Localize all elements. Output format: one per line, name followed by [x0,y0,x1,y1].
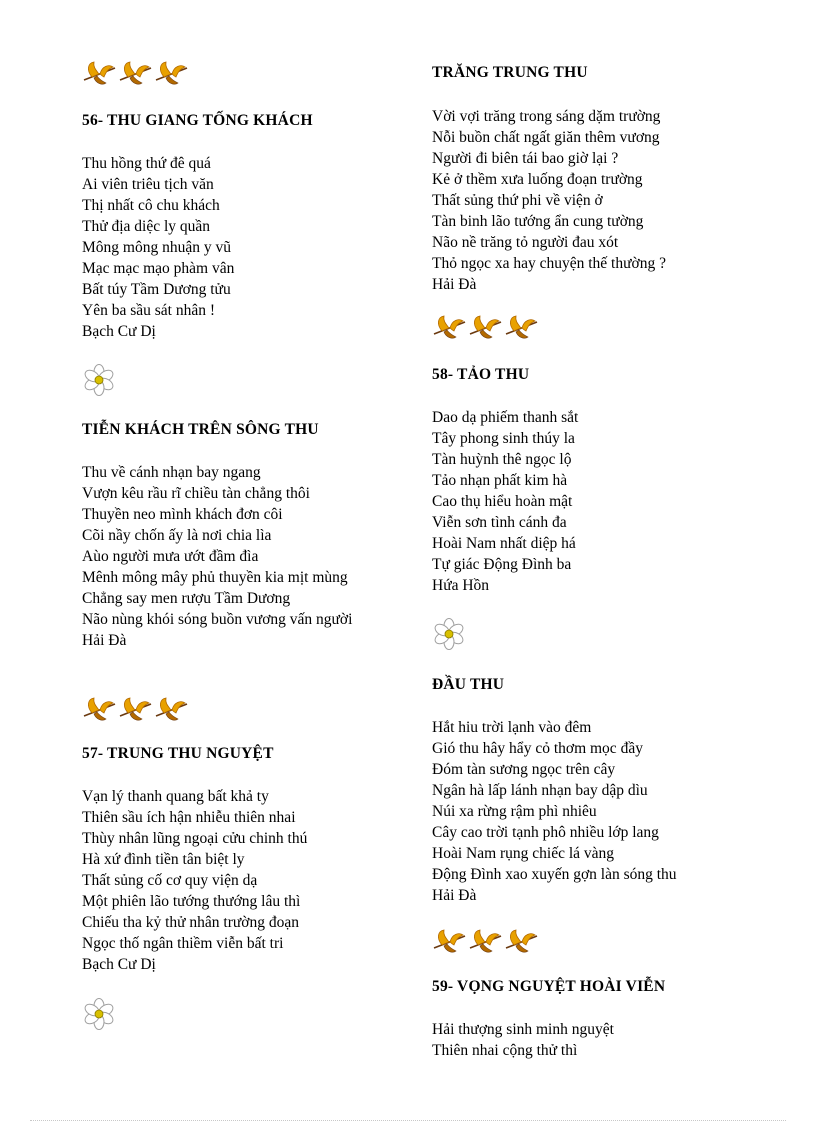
flower-divider [82,997,116,1036]
autumn-leaf-icon [468,928,504,956]
poem-line: Hải Đà [432,887,477,904]
poem-body [82,786,307,975]
poem-line: Cao thụ hiểu hoàn mật [432,493,573,510]
poem-line: Bạch Cư Dị [82,956,156,973]
poem-line: Tây phong sinh thúy la [432,430,575,447]
poem-line: Tàn huỳnh thê ngọc lộ [432,451,572,468]
poem-line: Gió thu hây hẩy cỏ thơm mọc đầy [432,740,643,757]
poem-line: Kẻ ở thềm xưa luống đoạn trường [432,171,643,188]
autumn-leaves-divider [432,928,542,956]
poem-title: TRĂNG TRUNG THU [432,64,588,81]
poem-line: Ai viên triêu tịch văn [82,176,214,193]
white-flower-icon [82,997,116,1031]
poem-line: Não nề trăng tỏ người đau xót [432,234,619,251]
poem-line: Hải thượng sinh minh nguyệt [432,1021,614,1038]
white-flower-icon [82,363,116,397]
poem-line: Đóm tàn sương ngọc trên cây [432,761,616,778]
poem-line: Nỗi buồn chất ngất giăn thêm vương [432,129,660,146]
white-flower-icon [432,617,466,651]
poem-line: Thu hồng thứ đê quá [82,155,211,172]
poem-line: Thất sủng thứ phi về viện ở [432,192,603,209]
poem-line: Ngân hà lấp lánh nhạn bay dập dìu [432,782,648,799]
poem-line: Bất túy Tầm Dương tửu [82,281,231,298]
poem-line: Hải Đà [432,276,477,293]
poem-line: Vượn kêu rầu rĩ chiều tàn chẳng thôi [82,485,310,502]
autumn-leaf-icon [468,314,504,342]
poem-line: Yên ba sầu sát nhân ! [82,302,215,319]
autumn-leaf-icon [82,696,118,724]
autumn-leaves-divider [432,314,542,342]
poem-line: Bạch Cư Dị [82,323,156,340]
poem-line: Mông mông nhuận y vũ [82,239,231,256]
poem-line: Vạn lý thanh quang bất khả ty [82,788,269,805]
poem-line: Thùy nhân lũng ngoại cửu chinh thú [82,830,308,847]
autumn-leaf-icon [118,60,154,88]
autumn-leaf-icon [504,314,540,342]
poem-line: Núi xa rừng rậm phì nhiêu [432,803,597,820]
page-bottom-border [30,1120,786,1121]
poem-line: Thiên nhai cộng thử thì [432,1042,578,1059]
poem-line: Thuyền neo mình khách đơn côi [82,506,283,523]
autumn-leaf-icon [82,60,118,88]
poem-line: Hải Đà [82,632,127,649]
poem-title: TIỄN KHÁCH TRÊN SÔNG THU [82,421,319,438]
poem-line: Thất sủng cố cơ quy viện dạ [82,872,258,889]
poem-line: Thiên sầu ích hận nhiễu thiên nhai [82,809,296,826]
poem-title: ĐẦU THU [432,676,505,693]
poem-line: Người đi biên tái bao giờ lại ? [432,150,619,167]
poem-title: 56- THU GIANG TỐNG KHÁCH [82,112,313,129]
poem-line: Hứa Hồn [432,577,490,594]
poem-body [82,462,382,651]
poem-line: Tảo nhạn phất kim hà [432,472,568,489]
poem-line: Vời vợi trăng trong sáng dặm trường [432,108,661,125]
autumn-leaf-icon [154,696,190,724]
flower-divider [82,363,116,402]
poem-body [432,717,677,906]
autumn-leaves-divider [82,696,192,724]
autumn-leaves-divider [82,60,192,88]
autumn-leaf-icon [432,314,468,342]
poem-line: Động Đình xao xuyến gợn làn sóng thu [432,866,677,883]
poem-line: Hắt hiu trời lạnh vào đêm [432,719,592,736]
autumn-leaf-icon [504,928,540,956]
poem-line: Dao dạ phiếm thanh sắt [432,409,579,426]
poem-body [432,1019,614,1061]
poem-line: Tự giác Động Đình ba [432,556,572,573]
poem-line: Não nùng khói sóng buồn vương vấn người [82,611,353,628]
poem-line: Aùo người mưa ướt đầm đìa [82,548,259,565]
poem-line: Hoài Nam nhất diệp há [432,535,576,552]
poem-line: Ngọc thố ngân thiềm viễn bất tri [82,935,284,952]
poem-line: Cây cao trời tạnh phô nhiều lớp lang [432,824,659,841]
poem-line: Chẳng say men rượu Tầm Dương [82,590,291,607]
poem-line: Thử địa diệc ly quần [82,218,211,235]
poem-title: 57- TRUNG THU NGUYỆT [82,745,274,762]
poem-line: Cõi nầy chốn ấy là nơi chia lìa [82,527,272,544]
poem-line: Một phiên lão tướng thướng lâu thì [82,893,301,910]
poem-line: Tàn binh lão tướng ẩn cung tường [432,213,644,230]
poem-title: 59- VỌNG NGUYỆT HOÀI VIỄN [432,978,666,995]
poem-body [432,106,666,295]
poem-title: 58- TẢO THU [432,366,530,383]
poem-line: Mạc mạc mạo phàm vân [82,260,235,277]
poem-line: Viễn sơn tình cánh đa [432,514,567,531]
flower-divider [432,617,466,656]
autumn-leaf-icon [118,696,154,724]
poem-body [432,407,578,596]
poem-body [82,153,234,342]
poem-line: Hà xứ đình tiền tân biệt ly [82,851,245,868]
poem-line: Hoài Nam rụng chiếc lá vàng [432,845,615,862]
poem-line: Thỏ ngọc xa hay chuyện thế thường ? [432,255,666,272]
poem-line: Mênh mông mây phủ thuyền kia mịt mùng [82,569,348,586]
autumn-leaf-icon [154,60,190,88]
poem-line: Chiếu tha kỷ thử nhân trường đoạn [82,914,299,931]
autumn-leaf-icon [432,928,468,956]
poem-line: Thu về cánh nhạn bay ngang [82,464,261,481]
poem-line: Thị nhất cô chu khách [82,197,220,214]
